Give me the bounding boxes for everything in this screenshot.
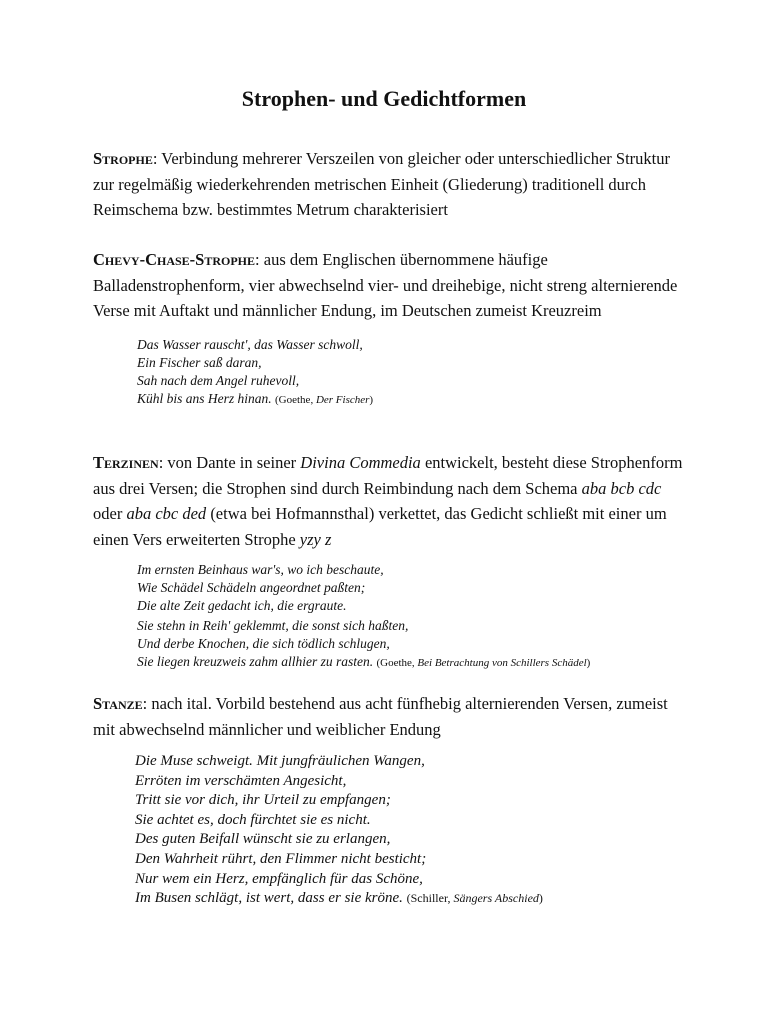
strophe-text: : Verbindung mehrerer Verszeilen von gleicher oder unterschiedlicher Struktur zur regelmäßig wiederkehrenden metrischen Einheit (Gliederung) traditionell durch Reimschema bzw. bestimmtes Metrum charakterisiert xyxy=(93,149,670,219)
term-stanze: Stanze xyxy=(93,694,143,713)
verse-line: Und derbe Knochen, die sich tödlich schlugen, xyxy=(137,636,390,651)
chevy-definition xyxy=(93,247,693,324)
section-strophe xyxy=(93,146,693,223)
citation: (Goethe, Bei Betrachtung von Schillers Schädel) xyxy=(376,657,591,669)
citation: (Goethe, Der Fischer) xyxy=(275,393,374,406)
stanze-verse xyxy=(93,752,693,909)
term-terzinen: Terzinen xyxy=(93,453,159,472)
terzinen-verse-2 xyxy=(93,617,693,672)
rhyme-scheme: yzy z xyxy=(299,529,332,549)
strophe-definition xyxy=(93,146,693,223)
verse-line: Im Busen schlägt, ist wert, dass er sie kröne. (Schiller, Sängers Abschied) xyxy=(135,890,543,907)
verse-line: Tritt sie vor dich, ihr Urteil zu empfangen; xyxy=(135,792,391,809)
rhyme-scheme: aba cbc ded xyxy=(126,504,207,523)
term-strophe: Strophe xyxy=(93,149,153,168)
verse-line: Erröten im verschämten Angesicht, xyxy=(135,772,347,789)
verse-line: Sie achtet es, doch fürchtet sie es nicht. xyxy=(135,811,371,828)
section-terzinen xyxy=(93,450,693,672)
verse-line: Sah nach dem Angel ruhevoll, xyxy=(137,372,300,388)
verse-line: Kühl bis ans Herz hinan. (Goethe, Der Fischer) xyxy=(137,390,374,406)
section-chevy-chase xyxy=(93,247,693,409)
stanze-definition xyxy=(93,691,693,742)
terzinen-verse-1 xyxy=(93,561,693,615)
page-title: Strophen- und Gedichtformen xyxy=(241,86,527,111)
verse-line: Nur wem ein Herz, empfänglich für das Schöne, xyxy=(135,870,423,887)
chevy-verse xyxy=(93,336,693,409)
stanze-text: : nach ital. Vorbild bestehend aus acht fünfhebig alternierenden Versen, zumeist mit abwechselnd männlicher und weiblicher Endung xyxy=(93,694,668,739)
citation: (Schiller, Sängers Abschied) xyxy=(406,891,543,906)
verse-line: Das Wasser rauscht', das Wasser schwoll, xyxy=(137,336,363,352)
terzinen-definition: Terzinen: von Dante in seiner Divina Commedia entwickelt, besteht diese Strophenform aus drei Versen; die Strophen sind durch Reimbindung nach dem Schema aba bcb cdc oder aba cbc ded (etwa bei Hofmannsthal) verkettet, das Gedicht schließt mit einer um einen Vers erweiterten Strophe yzy z xyxy=(93,453,683,549)
verse-line: Wie Schädel Schädeln angeordnet paßten; xyxy=(137,580,366,595)
verse-line: Die Muse schweigt. Mit jungfräulichen Wangen, xyxy=(135,753,425,769)
term-chevy-chase: Chevy-Chase-Strophe xyxy=(93,250,256,269)
verse-line: Des guten Beifall wünscht sie zu erlangen, xyxy=(135,831,391,848)
verse-line: Ein Fischer saß daran, xyxy=(137,354,262,370)
section-stanze xyxy=(93,691,693,909)
verse-line: Sie stehn in Reih' geklemmt, die sonst sich haßten, xyxy=(137,618,409,633)
verse-line: Im ernsten Beinhaus war's, wo ich beschaute, xyxy=(137,562,384,577)
verse-line: Die alte Zeit gedacht ich, die ergraute. xyxy=(137,598,347,613)
chevy-text: : aus dem Englischen übernommene häufige Balladenstrophenform, vier abwechselnd vier- und dreihebige, nicht streng alternierende Verse mit Auftakt und männlicher Endung, im Deutschen zumeist Kreuzreim xyxy=(93,250,678,320)
work-title: Divina Commedia xyxy=(300,453,421,472)
verse-line: Sie liegen kreuzweis zahm allhier zu rasten. (Goethe, Bei Betrachtung von Schillers Schädel) xyxy=(137,654,591,669)
verse-line: Den Wahrheit rührt, den Flimmer nicht besticht; xyxy=(135,850,427,867)
rhyme-scheme: aba bcb cdc xyxy=(581,478,662,498)
